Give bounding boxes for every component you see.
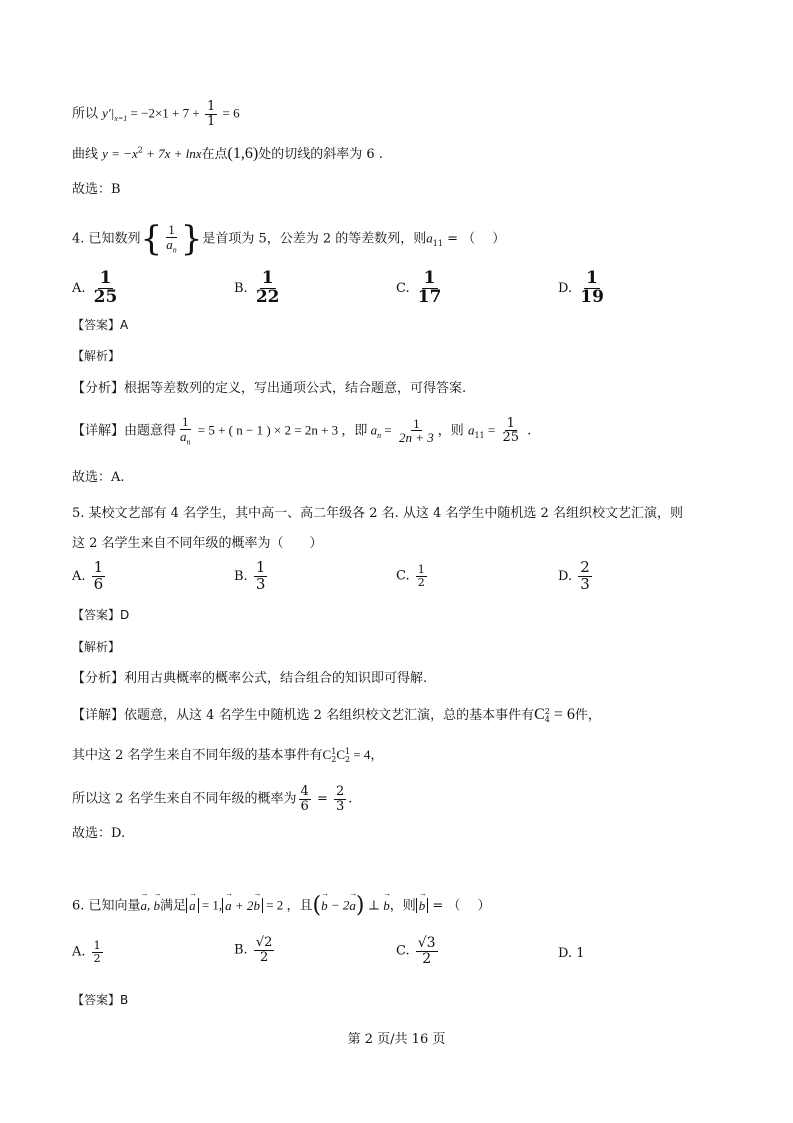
q4-option-a: A. $\frac{1}{25}$ xyxy=(72,268,118,307)
q4-analysis-heading: 【解析】 xyxy=(72,349,121,363)
q6-option-c: C. $\frac{√3}{2}$ xyxy=(396,935,436,967)
q5-choose: 故选：D. xyxy=(72,826,126,841)
q5-option-a: A. $\frac{1}{6}$ xyxy=(72,558,104,593)
q4-option-d: D. $\frac{1}{19}$ xyxy=(558,268,604,307)
q6-option-b: B. $\frac{√2}{2}$ xyxy=(234,935,273,965)
q6-option-d: D. 1 xyxy=(558,946,585,961)
q5-detail-3: 所以这 2 名学生来自不同年级的概率为 $\frac{4}{6}$ = $\frac{2}{3}$ . xyxy=(72,784,353,814)
question-6: 6. 已知向量→ a, → b满足→ a = 1,→ a + 2→ b = 2 ，且(→ b − 2→ a) ⊥ → b，则→ b = （ ） xyxy=(72,893,491,919)
q5-analysis: 【分析】利用古典概率的概率公式，结合组合的知识即可得解. xyxy=(72,671,428,686)
derivative-line: 所以 $y'|_{x=1} = -2\times 1 + 7$ + $\frac{1}{1}$ = 6 xyxy=(72,99,240,129)
page-footer: 第 2 页/共 16 页 xyxy=(347,1032,446,1047)
question-4: 4. 已知数列{ $\frac{1}{a_n}$ }是首项为 5，公差为 2 的等差数列，则$a_{11}$ = （ ） xyxy=(72,219,506,259)
q4-choose: 故选：A. xyxy=(72,470,125,485)
q5-option-d: D. $\frac{2}{3}$ xyxy=(558,558,590,593)
q4-detail: 【详解】由题意得 $\frac{1}{a_n}$ = 5 + ( n − 1 ) × 2 = 2n + 3 ，即 $a_n$ = $\frac{1}{2n + 3}$ ，则 $a_{11}$ = $\frac{1}{25}$ . xyxy=(72,414,532,447)
q6-answer: 【答案】B xyxy=(72,993,129,1007)
q4-option-c: C. $\frac{1}{17}$ xyxy=(396,268,442,307)
question-5-line1: 5. 某校文艺部有 4 名学生，其中高一、高二年级各 2 名. 从这 4 名学生中随机选 2 名组织校文艺汇演，则 xyxy=(72,506,683,521)
q5-option-c: C. $\frac{1}{2}$ xyxy=(396,563,425,589)
q5-answer: 【答案】D xyxy=(72,608,130,622)
sequence-fraction: $\frac{1}{a_n}$ xyxy=(166,222,177,255)
q6-option-a: A. $\frac{1}{2}$ xyxy=(72,939,101,965)
question-5-line2: 这 2 名学生来自不同年级的概率为（ ） xyxy=(72,536,323,551)
q4-answer: 【答案】A xyxy=(72,318,129,332)
q5-analysis-heading: 【解析】 xyxy=(72,640,121,654)
q5-detail-2: 其中这 2 名学生来自不同年级的基本事件有C 1 2 C 1 2 = 4， xyxy=(72,746,384,764)
answer-choose-b: 故选：B xyxy=(72,182,121,197)
fraction: $\frac{1}{1}$ xyxy=(206,99,216,129)
q5-option-b: B. $\frac{1}{3}$ xyxy=(234,558,266,593)
q4-analysis: 【分析】根据等差数列的定义，写出通项公式，结合题意，可得答案. xyxy=(72,381,467,396)
q4-option-b: B. $\frac{1}{22}$ xyxy=(234,268,280,307)
slope-conclusion: 曲线 $y = -x^2 + 7x + \ln x$在点(1,6)处的切线的斜率为 6 . xyxy=(72,145,383,162)
q5-detail-1: 【详解】依题意，从这 4 名学生中随机选 2 名组织校文艺汇演，总的基本事件有C 2 4 = 6件， xyxy=(72,706,601,724)
